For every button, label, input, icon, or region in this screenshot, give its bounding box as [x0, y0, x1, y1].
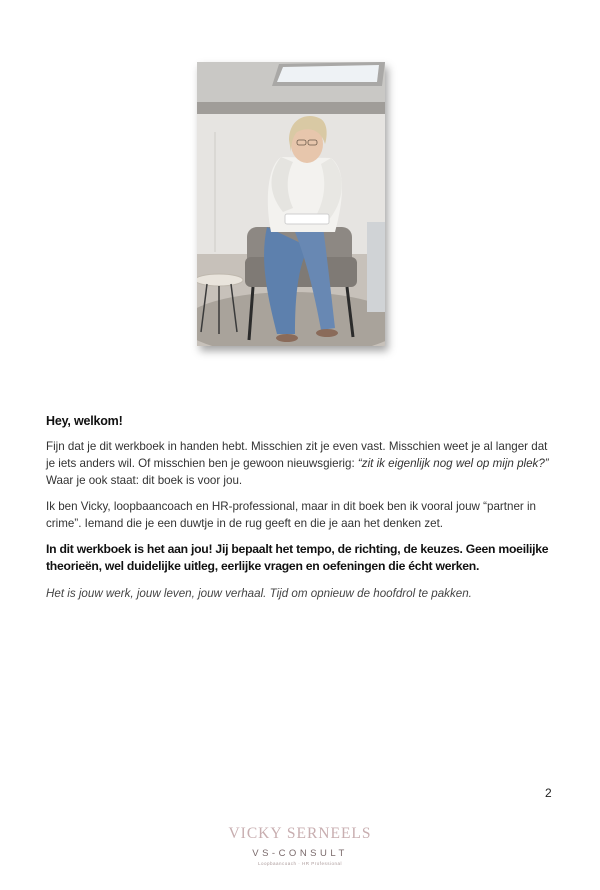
- logo-name: VICKY SERNEELS: [228, 825, 372, 842]
- intro-paragraph-1-text: Fijn dat je dit werkboek in handen hebt. Misschien zit je even vast. Misschien weet je al langer dat je iets anders wil. Of misschien ben je gewoon nieuwsgierig:: [46, 440, 548, 470]
- intro-paragraph-1-end: Waar je ook staat: dit boek is voor jou.: [46, 474, 243, 487]
- intro-paragraph-1-quote: “zit ik eigenlijk nog wel op mijn plek?”: [357, 457, 549, 470]
- intro-paragraph-4: Het is jouw werk, jouw leven, jouw verhaal. Tijd om opnieuw de hoofdrol te pakken.: [46, 587, 472, 600]
- portrait-photo: [197, 62, 385, 346]
- logo-tagline: Loopbaancoach · HR Professional: [257, 861, 343, 866]
- logo-subtitle: VS-CONSULT: [252, 848, 348, 859]
- intro-heading: Hey, welkom!: [46, 414, 123, 428]
- intro-paragraph-2: Ik ben Vicky, loopbaancoach en HR-professional, maar in dit boek ben ik vooral jouw “partner in crime”. Iemand die je een duwtje in de rug geeft en die je aan het denken zet.: [46, 500, 536, 530]
- intro-paragraph-1: [46, 438, 556, 489]
- brand-logo: [0, 825, 600, 866]
- intro-section: [46, 414, 556, 602]
- page-number: 2: [545, 786, 552, 800]
- intro-paragraph-3: In dit werkboek is het aan jou! Jij bepaalt het tempo, de richting, de keuzes. Geen moeilijke theorieën, wel duidelijke uitleg, eerlijke vragen en oefeningen die écht werken.: [46, 542, 549, 573]
